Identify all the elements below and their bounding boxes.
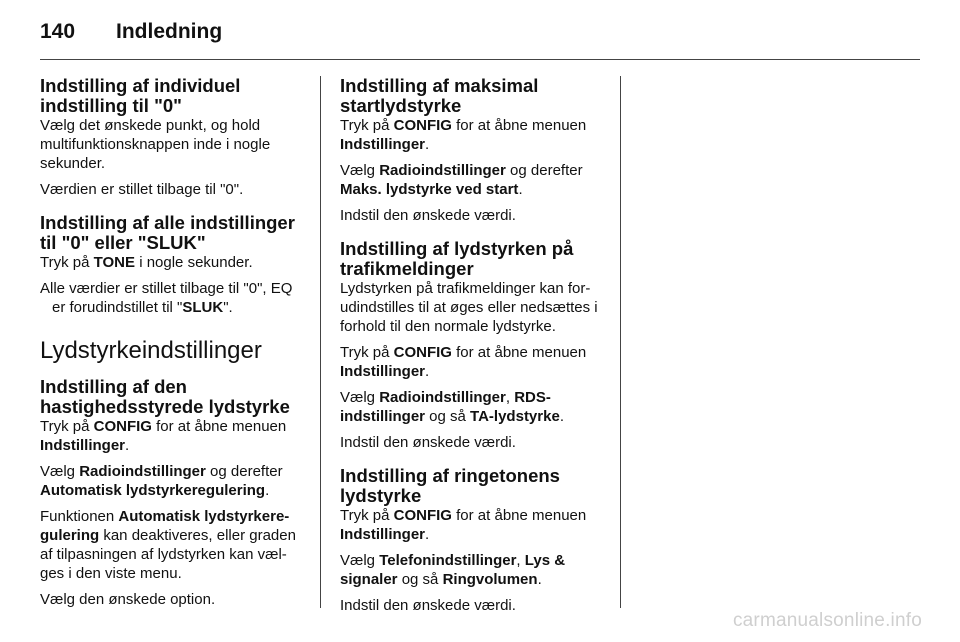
section-title-ringtone-volume: Indstilling af ringetonens lydstyrke xyxy=(340,465,560,506)
paragraph: Indstil den ønskede værdi. xyxy=(340,597,516,614)
watermark: carmanualsonline.info xyxy=(732,610,922,631)
paragraph: Tryk på TONE i nogle sekunder. xyxy=(40,254,253,271)
paragraph: Indstil den ønskede værdi. xyxy=(340,207,516,224)
paragraph: Funktionen Automatisk lydstyrkere-gulering kan deaktiveres, eller graden af tilpasningen af lydstyrken kan væl-ges i den viste menu. xyxy=(40,508,296,582)
paragraph: Vælg Radioindstillinger og derefter Maks. lydstyrke ved start. xyxy=(340,162,583,198)
keyword: Indstillinger xyxy=(340,136,426,153)
keyword: Lys & signaler xyxy=(340,552,566,588)
paragraph: Vælg den ønskede option. xyxy=(40,591,216,608)
keyword: Ringvolumen xyxy=(442,571,538,588)
keyword: Indstillinger xyxy=(40,437,126,454)
section-title-individual-reset: Indstilling af individuel indstilling til "0" xyxy=(40,75,241,116)
keyword: CONFIG xyxy=(393,117,452,134)
keyword: Radioindstillinger xyxy=(379,162,506,179)
paragraph: Vælg Radioindstillinger, RDS-indstillinger og så TA-lydstyrke. xyxy=(340,389,564,425)
paragraph: Vælg Telefonindstillinger, Lys & signaler og så Ringvolumen. xyxy=(340,552,566,588)
section-title-speed-volume: Indstilling af den hastighedsstyrede lydstyrke xyxy=(40,376,290,417)
keyword: Radioindstillinger xyxy=(379,389,506,406)
section-title-reset-all: Indstilling af alle indstillinger til "0" eller "SLUK" xyxy=(40,212,295,253)
keyword: Maks. lydstyrke ved start xyxy=(340,181,519,198)
paragraph: Værdien er stillet tilbage til "0". xyxy=(40,181,244,198)
column-divider-2 xyxy=(620,76,621,608)
keyword: CONFIG xyxy=(393,507,452,524)
paragraph: Tryk på CONFIG for at åbne menuen Indstillinger. xyxy=(40,418,287,454)
column-2 xyxy=(340,76,602,615)
keyword: Indstillinger xyxy=(340,526,426,543)
page-header xyxy=(40,20,222,44)
column-divider-1 xyxy=(320,76,321,608)
paragraph: Indstil den ønskede værdi. xyxy=(340,434,516,451)
column-1 xyxy=(40,76,302,609)
page-number: 140 xyxy=(40,20,76,43)
keyword: TONE xyxy=(93,254,136,271)
keyword: CONFIG xyxy=(93,418,152,435)
keyword: SLUK xyxy=(182,299,224,316)
keyword: RDS-indstillinger xyxy=(340,389,551,425)
keyword: Automatisk lydstyrkere-gulering xyxy=(40,508,290,544)
section-title-traffic-volume: Indstilling af lydstyrken på trafikmeldinger xyxy=(340,238,574,279)
paragraph: Alle værdier er stillet tilbage til "0", EQ er forudindstillet til "SLUK". xyxy=(40,280,293,316)
section-title-max-start-volume: Indstilling af maksimal startlydstyrke xyxy=(340,75,539,116)
chapter-title: Lydstyrkeindstillinger xyxy=(40,337,262,364)
paragraph: Lydstyrken på trafikmeldinger kan for-udindstilles til at øges eller nedsættes i forhold til den normale lydstyrke. xyxy=(340,280,598,335)
keyword: Telefonindstillinger xyxy=(379,552,517,569)
keyword: Automatisk lydstyrkeregulering xyxy=(40,482,266,499)
keyword: Indstillinger xyxy=(340,363,426,380)
paragraph: Vælg Radioindstillinger og derefter Automatisk lydstyrkeregulering. xyxy=(40,463,283,499)
page-title: Indledning xyxy=(116,20,223,43)
keyword: Radioindstillinger xyxy=(79,463,206,480)
paragraph: Tryk på CONFIG for at åbne menuen Indstillinger. xyxy=(340,344,587,380)
paragraph: Vælg det ønskede punkt, og hold multifunktionsknappen inde i nogle sekunder. xyxy=(40,117,271,172)
header-rule xyxy=(40,59,920,60)
paragraph: Tryk på CONFIG for at åbne menuen Indstillinger. xyxy=(340,117,587,153)
keyword: TA-lydstyrke xyxy=(470,408,560,425)
keyword: CONFIG xyxy=(393,344,452,361)
paragraph: Tryk på CONFIG for at åbne menuen Indstillinger. xyxy=(340,507,587,543)
